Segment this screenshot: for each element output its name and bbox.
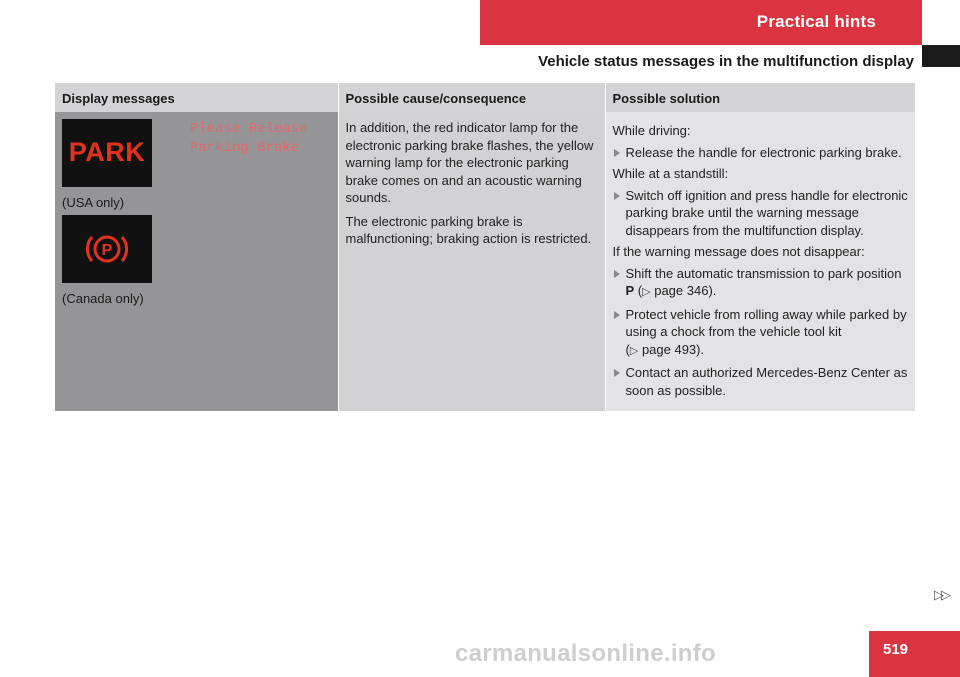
- page-number-box: [869, 631, 960, 677]
- header-possible-solution: Possible solution: [605, 83, 915, 112]
- not-disappear-label: If the warning message does not disappear:: [612, 244, 865, 259]
- table-header-row: [55, 83, 915, 112]
- while-driving-label: While driving:: [612, 123, 691, 138]
- cause-paragraph: The electronic parking brake is malfunctioning; braking action is restricted.: [345, 213, 592, 246]
- section-tab: [480, 0, 922, 45]
- standstill-label: While at a standstill:: [612, 166, 729, 181]
- page-ref-arrow-icon: ▷: [642, 286, 651, 298]
- page-reference-link[interactable]: page 346).: [654, 283, 717, 298]
- page-ref-arrow-icon: ▷: [629, 344, 639, 357]
- list-item: Shift the automatic transmission to park position P (▷ page 346).: [613, 265, 910, 302]
- step-protect-text: Protect vehicle from rolling away while parked by using a chock from the vehicle tool kit: [625, 306, 907, 339]
- caption-canada: (Canada only): [62, 290, 144, 306]
- display-message-cell: [55, 112, 338, 411]
- list-item: Protect vehicle from rolling away while parked by using a chock from the vehicle tool kit (▷ page 493).: [613, 306, 910, 361]
- watermark: carmanualsonline.info: [455, 640, 717, 667]
- parking-brake-warning-icon: [85, 229, 129, 269]
- possible-cause-cell: [338, 112, 605, 411]
- table-row: [55, 112, 915, 411]
- page-subheading: Vehicle status messages in the multifunction display: [538, 53, 914, 70]
- display-message-line1: Please Release: [190, 121, 308, 137]
- header-possible-cause: Possible cause/consequence: [338, 83, 605, 112]
- driving-steps: [613, 144, 910, 162]
- park-warning-lamp: [62, 119, 152, 187]
- park-lamp-text: PARK: [68, 137, 146, 168]
- step-shift-text: Shift the automatic transmission to park position: [625, 265, 902, 281]
- list-item: Release the handle for electronic parking brake.: [613, 144, 910, 162]
- display-message-line2: Parking Brake: [190, 140, 300, 156]
- header-display-messages: Display messages: [55, 83, 338, 112]
- page-reference-link[interactable]: page 493).: [641, 341, 705, 357]
- section-title: Practical hints: [756, 12, 876, 31]
- step-shift-bold: P: [625, 283, 635, 298]
- fallback-steps: [613, 265, 910, 400]
- list-item: Switch off ignition and press handle for electronic parking brake until the warning message disappears from the multifunction display.: [613, 187, 910, 240]
- possible-solution-cell: [605, 112, 915, 411]
- display-message-text: [190, 120, 308, 158]
- standstill-steps: [613, 187, 910, 240]
- cause-paragraph: In addition, the red indicator lamp for the electronic parking brake flashes, the yellow warning lamp for the electronic parking brake comes on and an acoustic warning sounds.: [345, 120, 594, 205]
- list-item: Contact an authorized Mercedes-Benz Center as soon as possible.: [613, 364, 910, 399]
- caption-usa: (USA only): [62, 195, 125, 210]
- parking-brake-warning-lamp: [62, 215, 152, 283]
- svg-text:P: P: [101, 241, 113, 259]
- corner-block: [922, 45, 960, 67]
- page-number: 519: [883, 641, 909, 658]
- continue-arrow-icon: ▷▷: [934, 587, 948, 602]
- status-message-table: [55, 83, 916, 411]
